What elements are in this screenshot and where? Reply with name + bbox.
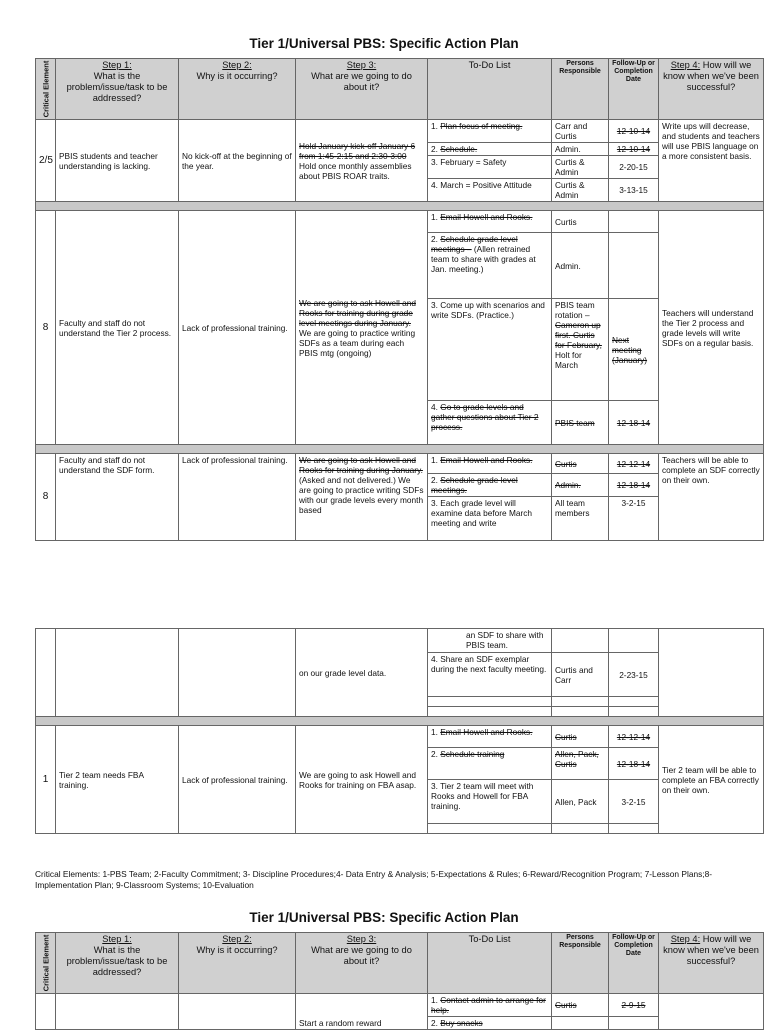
todo-item: 2. Schedule training (428, 748, 552, 780)
date-cell: 12-12-14 (609, 454, 659, 474)
todo-item: 1. Email Howell and Rooks. (428, 211, 552, 233)
action-cell: We are going to ask Howell and Rooks for training during January. (Asked and not delivered.) We are going to practice writing SDFs with our grade levels every month based (296, 454, 428, 541)
person-cell: PBIS team rotation – Cameron up first. Curtis for February, Holt for March (552, 299, 609, 401)
problem-cell: Tier 2 team needs FBA training. (56, 726, 179, 834)
todo-item: 4. Share an SDF exemplar during the next faculty meeting. (428, 653, 552, 697)
todo-item: 4. March = Positive Attitude (428, 179, 552, 202)
plan-row (36, 994, 764, 1017)
date-cell: 2-23-15 (609, 653, 659, 697)
todo-item: 2. Schedule grade level meetings – (Allen retrained team to share with grades at Jan. meeting.) (428, 233, 552, 299)
todo-item: 1. Email Howell and Rooks. (428, 726, 552, 748)
action-cell: on our grade level data. (296, 629, 428, 717)
todo-item: 1. Contact admin to arrange for help. (428, 994, 552, 1017)
todo-item: 3. February = Safety (428, 156, 552, 179)
action-cell: We are going to ask Howell and Rooks for training on FBA asap. (296, 726, 428, 834)
critical-element-number: 1 (36, 726, 56, 834)
date-cell: 12-12-14 (609, 726, 659, 748)
person-cell: Curtis (552, 211, 609, 233)
critical-element-number: 8 (36, 454, 56, 541)
date-cell: 3-2-15 (609, 497, 659, 541)
action-plan-table-2 (35, 932, 764, 1030)
person-cell: Curtis (552, 454, 609, 474)
action-cell: Start a random reward (296, 994, 428, 1030)
persons-header: Persons Responsible (552, 933, 609, 994)
todo-header: To-Do List (428, 59, 552, 120)
person-cell: Curtis (552, 726, 609, 748)
success-cell: Teachers will be able to complete an SDF correctly on their own. (659, 454, 764, 541)
todo-item: 2. Buy snacks (428, 1017, 552, 1030)
person-cell: PBIS team (552, 401, 609, 445)
success-cell: Tier 2 team will be able to complete an FBA correctly on their own. (659, 726, 764, 834)
action-plan-table (35, 58, 764, 541)
todo-item: 3. Come up with scenarios and write SDFs. (Practice.) (428, 299, 552, 401)
step1-header: Step 1: What is the problem/issue/task to be addressed? (56, 933, 179, 994)
date-cell: 12-18-14 (609, 474, 659, 497)
todo-header: To-Do List (428, 933, 552, 994)
problem-cell: Faculty and staff do not understand the SDF form. (56, 454, 179, 541)
date-cell: 12-10-14 (609, 143, 659, 156)
problem-cell: Faculty and staff do not understand the Tier 2 process. (56, 211, 179, 445)
date-cell: Next meeting (January) (609, 299, 659, 401)
critical-element-header: Critical Element (36, 59, 56, 120)
todo-item: 4. Go to grade levels and gather questions about Tier 2 process. (428, 401, 552, 445)
person-cell: Curtis (552, 994, 609, 1017)
step2-header: Step 2: Why is it occurring? (179, 933, 296, 994)
reason-cell: Lack of professional training. (179, 726, 296, 834)
persons-header: Persons Responsible (552, 59, 609, 120)
date-cell: 12-18-14 (609, 401, 659, 445)
plan-row (36, 454, 764, 474)
reason-cell: Lack of professional training. (179, 211, 296, 445)
date-cell: 12-18-14 (609, 748, 659, 780)
person-cell: Carr and Curtis (552, 120, 609, 143)
date-cell: 2-20-15 (609, 156, 659, 179)
person-cell: Curtis and Carr (552, 653, 609, 697)
step3-header: Step 3: What are we going to do about it? (296, 933, 428, 994)
header-row (36, 933, 764, 994)
page-title-2: Tier 1/Universal PBS: Specific Action Plan (249, 910, 519, 925)
step2-header: Step 2: Why is it occurring? (179, 59, 296, 120)
page-title: Tier 1/Universal PBS: Specific Action Plan (249, 36, 519, 51)
date-cell: 2-9-15 (609, 994, 659, 1017)
reason-cell: No kick-off at the beginning of the year. (179, 120, 296, 202)
date-cell: 12-10-14 (609, 120, 659, 143)
todo-item: 1. Email Howell and Rooks. (428, 454, 552, 474)
todo-item: an SDF to share with PBIS team. (428, 629, 552, 653)
action-plan-table-continued (35, 628, 764, 834)
critical-element-number: 2/5 (36, 120, 56, 202)
header-row (36, 59, 764, 120)
success-cell: Teachers will understand the Tier 2 process and grade levels will write SDFs on a regular basis. (659, 211, 764, 445)
plan-row (36, 120, 764, 143)
action-cell: Hold January kick-off January 6 from 1:45-2:15 and 2:30-3:00 Hold once monthly assemblies about PBIS ROAR traits. (296, 120, 428, 202)
person-cell: Allen, Pack (552, 780, 609, 824)
todo-item: 1. Plan focus of meeting. (428, 120, 552, 143)
person-cell: Admin. (552, 233, 609, 299)
plan-row (36, 726, 764, 748)
person-cell: All team members (552, 497, 609, 541)
critical-elements-legend: Critical Elements: 1-PBS Team; 2-Faculty Commitment; 3- Discipline Procedures;4- Data Entry & Analysis; 5-Expectations & Rules; 6-Reward/Recognition Program; 7-Lesson Plans;8- Implementation Plan; 9-Classroom Systems; 10-Evaluation (35, 869, 713, 890)
todo-item: 2. Schedule. (428, 143, 552, 156)
step3-header: Step 3: What are we going to do about it? (296, 59, 428, 120)
plan-row (36, 629, 764, 653)
date-cell: 3-13-15 (609, 179, 659, 202)
success-cell: Write ups will decrease, and students and teachers will use PBIS language on a more consistent basis. (659, 120, 764, 202)
followup-header: Follow-Up or Completion Date (609, 933, 659, 994)
action-cell: We are going to ask Howell and Rooks for training during grade level meetings during January. We are going to practice writing SDFs as a team during each PBIS mtg (ongoing) (296, 211, 428, 445)
person-cell: Admin. (552, 143, 609, 156)
person-cell: Curtis & Admin (552, 156, 609, 179)
person-cell: Allen, Pack, Curtis (552, 748, 609, 780)
todo-item: 2. Schedule grade level meetings. (428, 474, 552, 497)
plan-row (36, 211, 764, 233)
todo-item: 3. Tier 2 team will meet with Rooks and Howell for FBA training. (428, 780, 552, 824)
person-cell: Curtis & Admin (552, 179, 609, 202)
reason-cell: Lack of professional training. (179, 454, 296, 541)
step1-header: Step 1: What is the problem/issue/task to be addressed? (56, 59, 179, 120)
row-separator (36, 717, 764, 726)
row-separator (36, 202, 764, 211)
row-separator (36, 445, 764, 454)
person-cell: Admin. (552, 474, 609, 497)
todo-item: 3. Each grade level will examine data before March meeting and write (428, 497, 552, 541)
step4-header: Step 4: How will we know when we've been successful? (659, 59, 764, 120)
critical-element-header: Critical Element (36, 933, 56, 994)
problem-cell: PBIS students and teacher understanding is lacking. (56, 120, 179, 202)
step4-header: Step 4: How will we know when we've been successful? (659, 933, 764, 994)
date-cell: 3-2-15 (609, 780, 659, 824)
followup-header: Follow-Up or Completion Date (609, 59, 659, 120)
critical-element-number: 8 (36, 211, 56, 445)
